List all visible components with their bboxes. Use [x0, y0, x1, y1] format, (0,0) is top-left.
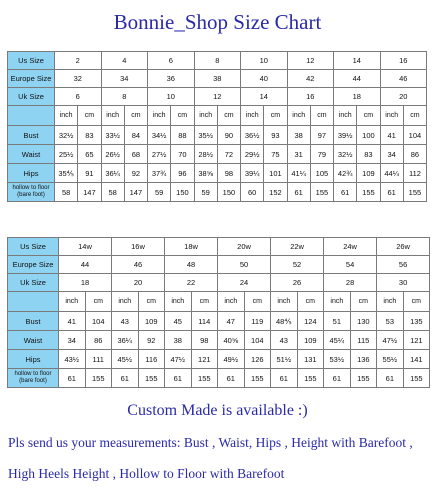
size-value: 2 [55, 52, 102, 70]
measurement-value: 109 [357, 164, 380, 183]
size-value: 14 [241, 88, 288, 106]
size-row [8, 256, 430, 274]
measurement-value: 32½ [55, 126, 78, 145]
measurement-value: 72 [217, 145, 240, 164]
measurement-row [8, 350, 430, 369]
measurement-value: 29½ [241, 145, 264, 164]
measurement-value: 32½ [334, 145, 357, 164]
measurement-value: 51 [324, 312, 351, 331]
measurement-row [8, 331, 430, 350]
measurement-value: 68 [124, 145, 147, 164]
measurement-value: 92 [124, 164, 147, 183]
size-value: 56 [377, 256, 430, 274]
size-value: 24w [324, 238, 377, 256]
measurement-row [8, 369, 430, 388]
measurement-value: 58 [55, 183, 78, 202]
measurement-value: 115 [350, 331, 377, 350]
measurement-value: 155 [403, 183, 426, 202]
unit-cm: cm [124, 106, 147, 126]
size-value: 54 [324, 256, 377, 274]
measurement-value: 121 [191, 350, 218, 369]
measurement-row [8, 145, 427, 164]
measurement-row [8, 126, 427, 145]
size-row [8, 52, 427, 70]
measurement-value: 27½ [148, 145, 171, 164]
unit-inch: inch [101, 106, 124, 126]
unit-row [8, 292, 430, 312]
measurement-value: 104 [85, 312, 112, 331]
size-row [8, 274, 430, 292]
unit-inch: inch [241, 106, 264, 126]
unit-cm: cm [357, 106, 380, 126]
row-label-blank [8, 292, 59, 312]
measurement-value: 44¼ [380, 164, 403, 183]
size-value: 22w [271, 238, 324, 256]
measurement-value: 155 [138, 369, 165, 388]
row-label: Uk Size [8, 274, 59, 292]
size-table-standard [7, 51, 427, 202]
measurement-value: 28½ [194, 145, 217, 164]
row-label: hollow to floor (bare foot) [8, 369, 59, 388]
measurement-value: 61 [271, 369, 298, 388]
size-value: 4 [101, 52, 148, 70]
size-value: 16 [287, 88, 334, 106]
unit-cm: cm [244, 292, 271, 312]
measurement-value: 41 [59, 312, 86, 331]
size-value: 40 [241, 70, 288, 88]
measurement-value: 130 [350, 312, 377, 331]
row-label: Bust [8, 126, 55, 145]
unit-cm: cm [264, 106, 287, 126]
measurement-value: 112 [403, 164, 426, 183]
unit-cm: cm [217, 106, 240, 126]
measurement-value: 33½ [101, 126, 124, 145]
row-label: Europe Size [8, 70, 55, 88]
size-value: 22 [165, 274, 218, 292]
unit-cm: cm [350, 292, 377, 312]
measurement-value: 98 [191, 331, 218, 350]
unit-cm: cm [85, 292, 112, 312]
measurement-value: 38 [165, 331, 192, 350]
measurement-value: 147 [124, 183, 147, 202]
size-value: 36 [148, 70, 195, 88]
instructions-line-1: Pls send us your measurements: Bust , Waist, Hips , Height with Barefoot , [8, 435, 413, 450]
unit-inch: inch [377, 292, 404, 312]
measurement-value: 39½ [334, 126, 357, 145]
measurement-value: 126 [244, 350, 271, 369]
measurement-value: 53½ [324, 350, 351, 369]
measurement-value: 152 [264, 183, 287, 202]
unit-cm: cm [297, 292, 324, 312]
size-value: 26 [271, 274, 324, 292]
size-value: 18 [334, 88, 381, 106]
instructions-line-2: High Heels Height , Hollow to Floor with Barefoot [8, 466, 285, 481]
measurement-value: 34½ [148, 126, 171, 145]
size-value: 44 [334, 70, 381, 88]
row-label: hollow to floor (bare foot) [8, 183, 55, 202]
size-value: 6 [55, 88, 102, 106]
unit-cm: cm [403, 292, 430, 312]
measurement-value: 36¼ [112, 331, 139, 350]
measurement-value: 105 [310, 164, 333, 183]
measurement-value: 83 [78, 126, 101, 145]
measurement-value: 109 [297, 331, 324, 350]
measurement-value: 61 [112, 369, 139, 388]
measurement-value: 65 [78, 145, 101, 164]
unit-cm: cm [191, 292, 218, 312]
unit-row [8, 106, 427, 126]
measurement-value: 79 [310, 145, 333, 164]
measurement-value: 45¼ [324, 331, 351, 350]
measurement-value: 155 [350, 369, 377, 388]
row-label: Us Size [8, 238, 59, 256]
measurement-value: 155 [357, 183, 380, 202]
measurement-value: 155 [297, 369, 324, 388]
measurement-value: 114 [191, 312, 218, 331]
measurement-value: 135 [403, 312, 430, 331]
measurement-value: 61 [59, 369, 86, 388]
measurement-value: 47 [218, 312, 245, 331]
row-label: Uk Size [8, 88, 55, 106]
size-row [8, 70, 427, 88]
measurement-value: 43 [271, 331, 298, 350]
measurement-value: 43½ [59, 350, 86, 369]
measurement-value: 25½ [55, 145, 78, 164]
measurement-value: 61 [380, 183, 403, 202]
measurement-value: 59 [148, 183, 171, 202]
unit-inch: inch [59, 292, 86, 312]
size-value: 38 [194, 70, 241, 88]
measurement-value: 155 [310, 183, 333, 202]
row-label: Europe Size [8, 256, 59, 274]
measurement-value: 116 [138, 350, 165, 369]
measurement-value: 119 [244, 312, 271, 331]
size-value: 52 [271, 256, 324, 274]
row-label: Bust [8, 312, 59, 331]
unit-inch: inch [55, 106, 78, 126]
row-label-blank [8, 106, 55, 126]
unit-inch: inch [324, 292, 351, 312]
unit-inch: inch [287, 106, 310, 126]
size-value: 46 [380, 70, 427, 88]
size-value: 26w [377, 238, 430, 256]
size-value: 34 [101, 70, 148, 88]
measurement-value: 38 [287, 126, 310, 145]
size-value: 8 [101, 88, 148, 106]
measurement-row [8, 183, 427, 202]
measurement-value: 100 [357, 126, 380, 145]
measurement-value: 61 [334, 183, 357, 202]
measurement-value: 47½ [377, 331, 404, 350]
unit-inch: inch [218, 292, 245, 312]
measurement-value: 98 [217, 164, 240, 183]
size-value: 28 [324, 274, 377, 292]
measurement-value: 92 [138, 331, 165, 350]
measurement-value: 86 [85, 331, 112, 350]
size-value: 18 [59, 274, 112, 292]
unit-inch: inch [194, 106, 217, 126]
measurement-value: 150 [217, 183, 240, 202]
measurement-value: 61 [377, 369, 404, 388]
measurement-value: 61 [287, 183, 310, 202]
measurement-value: 40⅝ [218, 331, 245, 350]
measurement-value: 155 [244, 369, 271, 388]
measurement-value: 136 [350, 350, 377, 369]
measurement-value: 49½ [218, 350, 245, 369]
measurement-value: 141 [403, 350, 430, 369]
size-value: 44 [59, 256, 112, 274]
unit-inch: inch [165, 292, 192, 312]
unit-inch: inch [380, 106, 403, 126]
measurement-value: 61 [218, 369, 245, 388]
measurement-value: 104 [403, 126, 426, 145]
size-value: 18w [165, 238, 218, 256]
measurement-value: 36½ [241, 126, 264, 145]
measurement-value: 61 [324, 369, 351, 388]
size-row [8, 238, 430, 256]
unit-cm: cm [171, 106, 194, 126]
size-row [8, 88, 427, 106]
size-value: 48 [165, 256, 218, 274]
size-value: 32 [55, 70, 102, 88]
measurement-value: 111 [85, 350, 112, 369]
row-label: Waist [8, 145, 55, 164]
row-label: Hips [8, 350, 59, 369]
measurement-value: 61 [165, 369, 192, 388]
measurement-value: 124 [297, 312, 324, 331]
size-value: 12 [194, 88, 241, 106]
measurement-value: 37¾ [148, 164, 171, 183]
measurement-value: 60 [241, 183, 264, 202]
measurement-value: 43 [112, 312, 139, 331]
measurement-value: 97 [310, 126, 333, 145]
measurement-value: 131 [297, 350, 324, 369]
unit-cm: cm [138, 292, 165, 312]
measurement-value: 35½ [194, 126, 217, 145]
measurement-value: 90 [217, 126, 240, 145]
measurement-value: 93 [264, 126, 287, 145]
measurement-value: 155 [403, 369, 430, 388]
measurement-value: 88 [171, 126, 194, 145]
unit-cm: cm [403, 106, 426, 126]
measurement-value: 147 [78, 183, 101, 202]
measurement-value: 121 [403, 331, 430, 350]
measurement-value: 26½ [101, 145, 124, 164]
measurement-value: 83 [357, 145, 380, 164]
size-table-plus [7, 237, 430, 388]
size-value: 12 [287, 52, 334, 70]
size-value: 50 [218, 256, 271, 274]
custom-made-note: Custom Made is available :) [127, 402, 308, 419]
measurement-value: 36¼ [101, 164, 124, 183]
unit-cm: cm [78, 106, 101, 126]
measurement-value: 109 [138, 312, 165, 331]
size-value: 6 [148, 52, 195, 70]
measurement-value: 91 [78, 164, 101, 183]
measurement-value: 70 [171, 145, 194, 164]
measurement-value: 84 [124, 126, 147, 145]
measurement-value: 59 [194, 183, 217, 202]
size-value: 20w [218, 238, 271, 256]
measurement-value: 34 [59, 331, 86, 350]
measurement-value: 155 [85, 369, 112, 388]
measurement-value: 47½ [165, 350, 192, 369]
measurement-value: 35⅘ [55, 164, 78, 183]
measurement-value: 96 [171, 164, 194, 183]
row-label: Us Size [8, 52, 55, 70]
measurement-value: 42¾ [334, 164, 357, 183]
size-value: 16 [380, 52, 427, 70]
chart-title: Bonnie_Shop Size Chart [113, 10, 322, 34]
measurement-value: 38⅝ [194, 164, 217, 183]
size-value: 10 [148, 88, 195, 106]
unit-inch: inch [334, 106, 357, 126]
measurement-value: 53 [377, 312, 404, 331]
measurement-row [8, 312, 430, 331]
unit-cm: cm [310, 106, 333, 126]
measurement-value: 55½ [377, 350, 404, 369]
size-value: 20 [380, 88, 427, 106]
size-value: 16w [112, 238, 165, 256]
size-value: 42 [287, 70, 334, 88]
measurement-value: 75 [264, 145, 287, 164]
row-label: Hips [8, 164, 55, 183]
measurement-value: 45 [165, 312, 192, 331]
size-value: 10 [241, 52, 288, 70]
measurement-value: 58 [101, 183, 124, 202]
size-value: 8 [194, 52, 241, 70]
measurement-row [8, 164, 427, 183]
row-label: Waist [8, 331, 59, 350]
measurement-value: 48⅘ [271, 312, 298, 331]
measurement-value: 51½ [271, 350, 298, 369]
measurement-value: 101 [264, 164, 287, 183]
size-value: 24 [218, 274, 271, 292]
size-value: 46 [112, 256, 165, 274]
measurement-value: 45½ [112, 350, 139, 369]
measurement-value: 34 [380, 145, 403, 164]
measurement-value: 155 [191, 369, 218, 388]
unit-inch: inch [112, 292, 139, 312]
unit-inch: inch [148, 106, 171, 126]
size-value: 14 [334, 52, 381, 70]
size-value: 30 [377, 274, 430, 292]
measurement-value: 104 [244, 331, 271, 350]
measurement-value: 41 [380, 126, 403, 145]
measurement-value: 31 [287, 145, 310, 164]
measurement-value: 41¼ [287, 164, 310, 183]
unit-inch: inch [271, 292, 298, 312]
size-value: 20 [112, 274, 165, 292]
measurement-value: 150 [171, 183, 194, 202]
measurement-value: 86 [403, 145, 426, 164]
size-value: 14w [59, 238, 112, 256]
measurement-value: 39¼ [241, 164, 264, 183]
